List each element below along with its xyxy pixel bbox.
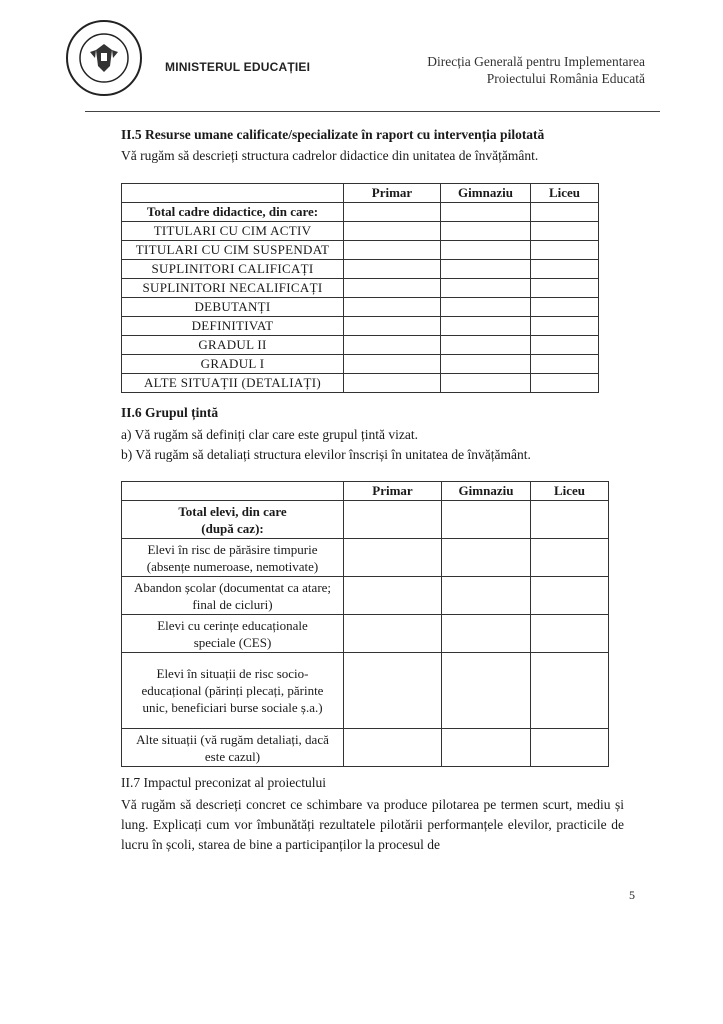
- table-row: [122, 317, 599, 336]
- section-2-6-item-b: b) Vă rugăm să detaliați structura elevilor înscriși în unitatea de învățământ.: [121, 447, 531, 462]
- section-2-5-title: II.5 Resurse umane calificate/specializate în raport cu intervenția pilotată: [121, 127, 545, 142]
- section-2-6-title: II.6 Grupul țintă: [121, 405, 219, 420]
- input-cell[interactable]: [531, 298, 599, 317]
- column-header-primar: Primar: [344, 184, 441, 203]
- row-label: DEFINITIVAT: [122, 317, 344, 336]
- directorate-line-2: Proiectului România Educată: [486, 71, 645, 86]
- input-cell[interactable]: [531, 615, 609, 653]
- input-cell[interactable]: [441, 355, 531, 374]
- column-header-gimnaziu: Gimnaziu: [441, 184, 531, 203]
- input-cell[interactable]: [531, 222, 599, 241]
- input-cell[interactable]: [441, 203, 531, 222]
- table-row: [122, 298, 599, 317]
- table-row: [122, 729, 609, 767]
- table-row: [122, 260, 599, 279]
- input-cell[interactable]: [442, 729, 531, 767]
- section-2-7-title: II.7 Impactul preconizat al proiectului: [121, 775, 327, 790]
- table-row: [122, 539, 609, 577]
- row-label: DEBUTANȚI: [122, 298, 344, 317]
- input-cell[interactable]: [344, 203, 441, 222]
- column-header: [122, 184, 344, 203]
- section-2-7-text: Vă rugăm să descrieți concret ce schimbare va produce pilotarea pe termen scurt, mediu și lung. Explicați cum vor îmbunătăți rezultatele pilotării performanțele elevilor, practicile de lucru în școli, starea de bine a participanților la procesul de: [121, 797, 624, 852]
- row-label: Total elevi, din care (după caz):: [122, 501, 344, 539]
- column-header-primar: Primar: [344, 482, 442, 501]
- input-cell[interactable]: [344, 501, 442, 539]
- input-cell[interactable]: [531, 374, 599, 393]
- row-label: ALTE SITUAȚII (DETALIAȚI): [122, 374, 344, 393]
- ministry-name: MINISTERUL EDUCAȚIEI: [165, 60, 311, 74]
- table-row: [122, 279, 599, 298]
- input-cell[interactable]: [344, 317, 441, 336]
- input-cell[interactable]: [344, 374, 441, 393]
- input-cell[interactable]: [442, 539, 531, 577]
- row-label: GRADUL I: [122, 355, 344, 374]
- column-header-gimnaziu: Gimnaziu: [442, 482, 531, 501]
- directorate-line-1: Direcția Generală pentru Implementarea: [427, 54, 645, 69]
- input-cell[interactable]: [344, 260, 441, 279]
- input-cell[interactable]: [441, 336, 531, 355]
- row-label: SUPLINITORI CALIFICAȚI: [122, 260, 344, 279]
- input-cell[interactable]: [344, 241, 441, 260]
- row-label: Elevi cu cerințe educaționale speciale (CES): [122, 615, 344, 653]
- table-row: [122, 374, 599, 393]
- row-label: Total cadre didactice, din care:: [122, 203, 344, 222]
- input-cell[interactable]: [344, 653, 442, 729]
- input-cell[interactable]: [344, 615, 442, 653]
- row-label: TITULARI CU CIM ACTIV: [122, 222, 344, 241]
- input-cell[interactable]: [441, 298, 531, 317]
- table-row: [122, 355, 599, 374]
- input-cell[interactable]: [344, 729, 442, 767]
- directorate-name: [395, 53, 645, 87]
- table-header-row: [122, 184, 599, 203]
- input-cell[interactable]: [441, 317, 531, 336]
- row-label: Elevi în risc de părăsire timpurie (absențe numeroase, nemotivate): [122, 539, 344, 577]
- row-label: Abandon școlar (documentat ca atare; final de cicluri): [122, 577, 344, 615]
- input-cell[interactable]: [441, 241, 531, 260]
- teaching-staff-table: [121, 183, 599, 393]
- input-cell[interactable]: [531, 260, 599, 279]
- input-cell[interactable]: [531, 279, 599, 298]
- input-cell[interactable]: [344, 336, 441, 355]
- table-header-row: [122, 482, 609, 501]
- input-cell[interactable]: [531, 241, 599, 260]
- row-label: GRADUL II: [122, 336, 344, 355]
- input-cell[interactable]: [442, 577, 531, 615]
- page-number: 5: [629, 888, 635, 902]
- table-row: [122, 653, 609, 729]
- section-2-5-instruction: Vă rugăm să descrieți structura cadrelor didactice din unitatea de învățământ.: [121, 148, 539, 163]
- row-label: Alte situații (vă rugăm detaliați, dacă este cazul): [122, 729, 344, 767]
- students-table: [121, 481, 609, 767]
- input-cell[interactable]: [344, 355, 441, 374]
- column-header-liceu: Liceu: [531, 184, 599, 203]
- table-row: [122, 241, 599, 260]
- column-header: [122, 482, 344, 501]
- input-cell[interactable]: [531, 317, 599, 336]
- input-cell[interactable]: [531, 539, 609, 577]
- input-cell[interactable]: [531, 729, 609, 767]
- row-label: Elevi în situații de risc socio-educațional (părinți plecați, părinte unic, beneficiari burse sociale ș.a.): [122, 653, 344, 729]
- table-row: [122, 336, 599, 355]
- input-cell[interactable]: [442, 653, 531, 729]
- row-label: SUPLINITORI NECALIFICAȚI: [122, 279, 344, 298]
- input-cell[interactable]: [344, 222, 441, 241]
- section-2-6-item-a: a) Vă rugăm să definiți clar care este grupul țintă vizat.: [121, 427, 418, 442]
- input-cell[interactable]: [531, 355, 599, 374]
- input-cell[interactable]: [441, 374, 531, 393]
- input-cell[interactable]: [441, 279, 531, 298]
- input-cell[interactable]: [442, 615, 531, 653]
- government-seal: [66, 20, 142, 96]
- input-cell[interactable]: [442, 501, 531, 539]
- input-cell[interactable]: [344, 298, 441, 317]
- input-cell[interactable]: [441, 222, 531, 241]
- input-cell[interactable]: [531, 203, 599, 222]
- input-cell[interactable]: [531, 653, 609, 729]
- table-row: [122, 501, 609, 539]
- input-cell[interactable]: [344, 539, 442, 577]
- table-row: [122, 203, 599, 222]
- row-label: TITULARI CU CIM SUSPENDAT: [122, 241, 344, 260]
- table-row: [122, 615, 609, 653]
- input-cell[interactable]: [441, 260, 531, 279]
- column-header-liceu: Liceu: [531, 482, 609, 501]
- input-cell[interactable]: [344, 279, 441, 298]
- input-cell[interactable]: [344, 577, 442, 615]
- coat-of-arms-icon: [68, 22, 140, 94]
- header-divider: [85, 111, 660, 112]
- input-cell[interactable]: [531, 577, 609, 615]
- table-row: [122, 577, 609, 615]
- table-row: [122, 222, 599, 241]
- input-cell[interactable]: [531, 501, 609, 539]
- input-cell[interactable]: [531, 336, 599, 355]
